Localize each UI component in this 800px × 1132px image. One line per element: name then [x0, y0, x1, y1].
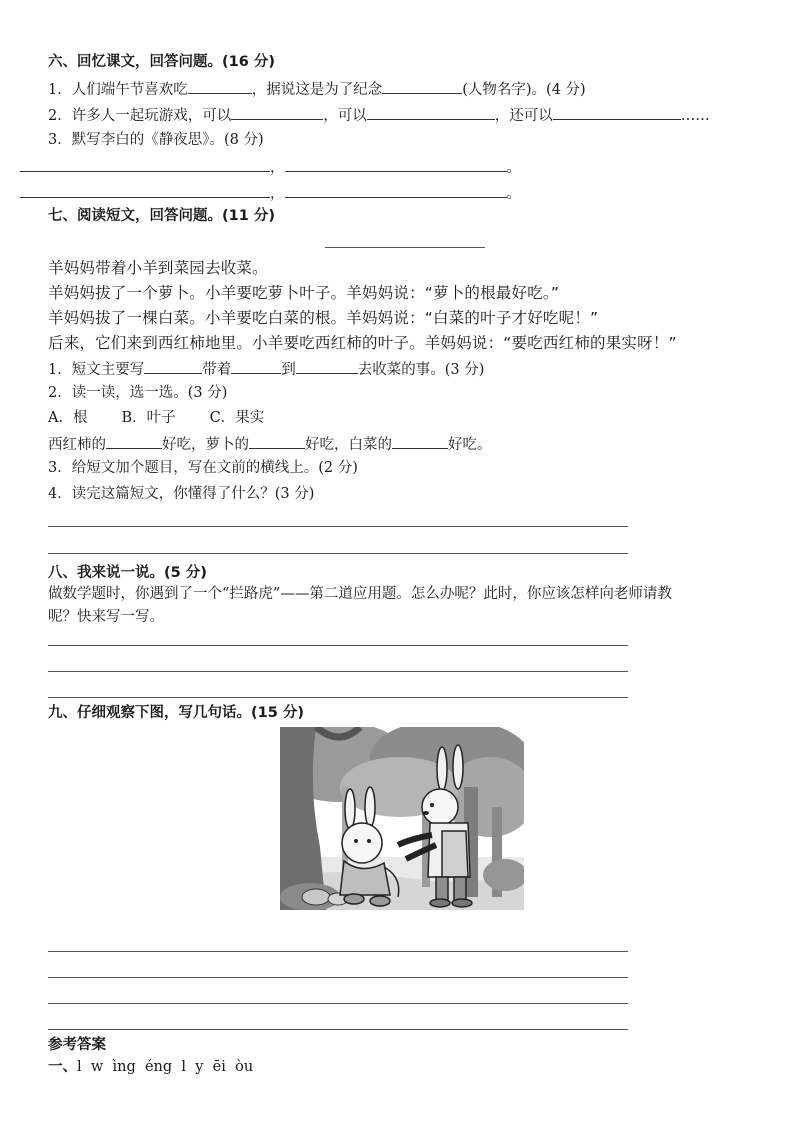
story-line-1: 羊妈妈带着小羊到菜园去收菜。	[48, 259, 268, 277]
answer-blank[interactable]	[382, 78, 462, 94]
poem-blank[interactable]	[20, 182, 270, 198]
answer-blank[interactable]	[367, 104, 495, 120]
option-a: A．根	[48, 410, 88, 426]
poem-line-2	[20, 182, 521, 204]
section7-fill	[48, 433, 492, 455]
section7-options	[48, 408, 264, 428]
answer-blank[interactable]	[188, 78, 252, 94]
q1-text-b: 带着	[202, 362, 232, 378]
section6-title: 六、回忆课文，回答问题。(16 分)	[48, 54, 275, 70]
story-line-2: 羊妈妈拔了一个萝卜。小羊要吃萝卜叶子。羊妈妈说：“萝卜的根最好吃。”	[48, 284, 560, 302]
answer-blank[interactable]	[296, 358, 358, 374]
answer-line[interactable]	[48, 671, 628, 672]
section7-title: 七、阅读短文，回答问题。(11 分)	[48, 208, 275, 224]
answers-prefix: 一、	[48, 1059, 77, 1075]
poem-blank[interactable]	[20, 156, 270, 172]
answer-line[interactable]	[48, 977, 628, 978]
section8-text-1: 做数学题时，你遇到了一个“拦路虎”——第二道应用题。怎么办呢？此时，你应该怎样向老师请教	[48, 586, 672, 602]
story-line-4: 后来，它们来到西红柿地里。小羊要吃西红柿的叶子。羊妈妈说：“要吃西红柿的果实呀！”	[48, 334, 677, 352]
answers-title: 参考答案	[48, 1037, 106, 1053]
answers-pinyin: l w ìng éng l y ēi òu	[77, 1059, 254, 1075]
answer-line[interactable]	[48, 553, 628, 554]
answer-line[interactable]	[48, 1029, 628, 1030]
story-line-3: 羊妈妈拔了一棵白菜。小羊要吃白菜的根。羊妈妈说：“白菜的叶子才好吃呢！”	[48, 309, 599, 327]
answer-line[interactable]	[48, 951, 628, 952]
section8-title: 八、我来说一说。(5 分)	[48, 565, 207, 581]
section7-q3: 3．给短文加个题目，写在文前的横线上。(2 分)	[48, 460, 358, 476]
poem-period: 。	[506, 160, 521, 176]
q1-text-a: 1．短文主要写	[48, 362, 145, 378]
answer-blank[interactable]	[392, 433, 448, 449]
section7-q4: 4．读完这篇短文，你懂得了什么？(3 分)	[48, 486, 315, 502]
answer-blank[interactable]	[231, 104, 323, 120]
q1-text-c: (人物名字)。(4 分)	[462, 82, 586, 98]
answer-blank[interactable]	[553, 104, 681, 120]
fill-text-d: 好吃。	[448, 437, 492, 453]
q2-text-a: 2．许多人一起玩游戏，可以	[48, 108, 232, 124]
q1-text-a: 1．人们端午节喜欢吃	[48, 82, 188, 98]
answer-line[interactable]	[48, 645, 628, 646]
poem-comma: ，	[270, 186, 285, 202]
answer-line[interactable]	[48, 1003, 628, 1004]
answer-blank[interactable]	[106, 433, 162, 449]
poem-blank[interactable]	[285, 156, 507, 172]
answer-blank[interactable]	[231, 358, 281, 374]
section7-q1	[48, 358, 484, 380]
answer-line[interactable]	[48, 697, 628, 698]
rabbits-illustration	[280, 727, 524, 910]
answer-blank[interactable]	[144, 358, 202, 374]
fill-text-a: 西红柿的	[48, 437, 106, 453]
option-c: C．果实	[209, 410, 265, 426]
q2-text-b: ，可以	[323, 108, 367, 124]
poem-comma: ，	[270, 160, 285, 176]
q1-text-c: 到	[281, 362, 296, 378]
section6-q3: 3．默写李白的《静夜思》。(8 分)	[48, 132, 264, 148]
section6-q1	[48, 78, 586, 100]
section8-text-2: 呢？快来写一写。	[48, 609, 164, 625]
section9-title: 九、仔细观察下图，写几句话。(15 分)	[48, 705, 304, 721]
q1-text-d: 去收菜的事。(3 分)	[357, 362, 485, 378]
fill-text-b: 好吃，萝卜的	[162, 437, 249, 453]
poem-line-1	[20, 156, 521, 178]
q2-text-d: ……	[680, 108, 710, 124]
section6-q2	[48, 104, 710, 126]
story-title-blank[interactable]	[325, 247, 485, 248]
poem-blank[interactable]	[285, 182, 507, 198]
poem-period: 。	[506, 186, 521, 202]
option-b: B．叶子	[121, 410, 176, 426]
q1-text-b: ，据说这是为了纪念	[251, 82, 383, 98]
answer-line[interactable]	[48, 526, 628, 527]
section7-q2: 2．读一读，选一选。(3 分)	[48, 385, 228, 401]
fill-text-c: 好吃，白菜的	[305, 437, 392, 453]
q2-text-c: ，还可以	[494, 108, 553, 124]
answers-line-1	[48, 1057, 253, 1077]
answer-blank[interactable]	[249, 433, 305, 449]
